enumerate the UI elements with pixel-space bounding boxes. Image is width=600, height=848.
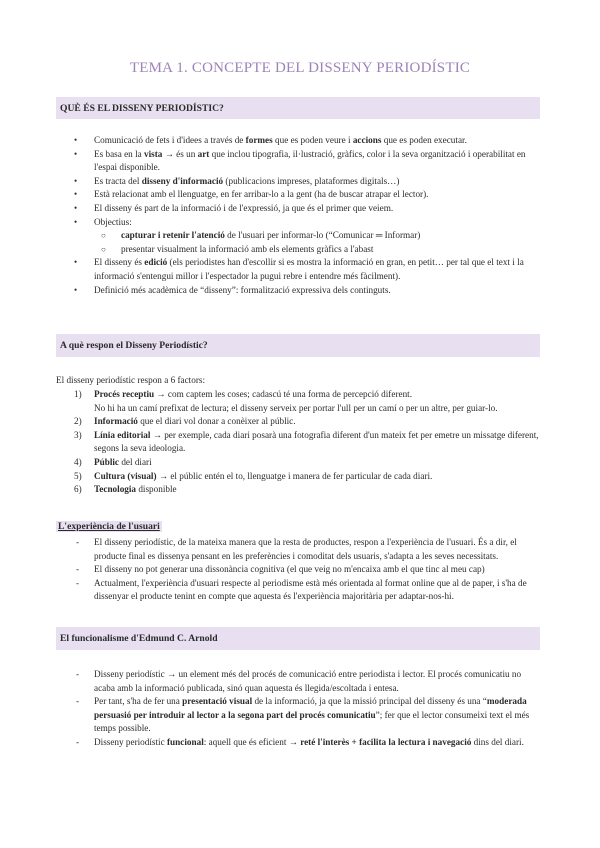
- list-item: • El disseny és edició (els periodistes han d'escollir si es mostra la informació en gran, en petit… per tal que el text i la informació s'entengui millor i l'espectador la pugui rebre i entendre més fàcilment).: [74, 256, 544, 283]
- section-heading-functionalism: El funcionalisme d'Edmund C. Arnold: [56, 627, 540, 650]
- factors-intro: El disseny periodístic respon a 6 factors:: [56, 375, 206, 385]
- what-is-list: [74, 134, 544, 297]
- list-item: 1) Procés receptiu → com captem les coses; cadascú té una forma de percepció diferent.: [74, 389, 413, 399]
- list-item: 6) Tecnologia disponible: [74, 484, 177, 495]
- list-item: - Per tant, s'ha de fer una presentació visual de la informació, ja que la missió principal del disseny és una “moderada persuasió per introduir al lector a la segona part del procés comunicatiu”; fer que el lector consumeixi text el més temps possible.: [74, 695, 542, 736]
- list-item: • Es tracta del disseny d'informació (publicacions impreses, plataformes digitals…): [74, 175, 544, 189]
- list-item: - El disseny no pot generar una dissonància cognitiva (el que veig no m'encaixa amb el que tinc al meu cap): [74, 563, 542, 577]
- list-item: 4) Públic del diari: [74, 456, 152, 467]
- list-item: • El disseny és part de la informació i de l'expressió, ja que és el primer que veiem.: [74, 202, 544, 216]
- list-item: - El disseny periodístic, de la mateixa manera que la resta de productes, respon a l'experiència de l'usuari. És a dir, el producte final es dissenya pensant en les preferències i comoditat dels usuaris, s'adapta a les seves necessitats.: [74, 536, 542, 563]
- user-experience-list: [74, 536, 542, 604]
- list-item: - Disseny periodístic funcional: aquell que és eficient → reté l'interès + facilita la lectura i navegació dins del diari.: [74, 736, 542, 750]
- list-item: 2) Informació que el diari vol donar a conèixer al públic.: [74, 416, 296, 427]
- list-item: • Es basa en la vista → és un art que inclou tipografia, il·lustració, gràfics, color i la seva organització i operabilitat en l'espai disponible.: [74, 148, 544, 175]
- list-item: - Actualment, l'experiència d'usuari respecte al periodisme està més orientada al format online que al de paper, i s'ha de dissenyar el producte tenint en compte que aquesta és l'experiència majoritària per adaptar-nos-hi.: [74, 577, 542, 604]
- functionalism-list: [74, 668, 542, 750]
- list-item: • Definició més acadèmica de “disseny”: formalització expressiva dels continguts.: [74, 284, 544, 298]
- factors-list: [74, 388, 544, 497]
- list-item: • Està relacionat amb el llenguatge, en fer arribar-lo a la gent (ha de buscar atrapar el lector).: [74, 188, 544, 202]
- list-item: • Objectius: ○ capturar i retenir l'atenció de l'usuari per informar-lo (“Comunicar ═ Informar) ○ presentar visualment la informació amb els elements gràfics a l'abast: [74, 216, 544, 257]
- list-item: 3) Línia editorial → per exemple, cada diari posarà una fotografia diferent d'un mateix fet per emetre un missatge diferent, segons la seva ideologia.: [74, 429, 539, 454]
- section-heading-user-experience: L'experiència de l'usuari: [58, 521, 160, 532]
- page-title: TEMA 1. CONCEPTE DEL DISSENY PERIODÍSTIC: [129, 60, 471, 76]
- section-heading-factors: A què respon el Disseny Periodístic?: [56, 334, 540, 357]
- section-heading-what-is: QUÈ ÉS EL DISSENY PERIODÍSTIC?: [56, 97, 540, 119]
- list-item: • Comunicació de fets i d'idees a través de formes que es poden veure i accions que es poden executar.: [74, 134, 544, 148]
- sub-list-item: ○ presentar visualment la informació amb els elements gràfics a l'abast: [94, 243, 544, 257]
- list-item: - Disseny periodístic → un element més del procés de comunicació entre periodista i lector. El procés comunicatiu no acaba amb la informació publicada, sinó quan aquesta és llegida/escoltada i entesa.: [74, 668, 542, 695]
- objectives-list: [94, 229, 544, 256]
- sub-list-item: ○ capturar i retenir l'atenció de l'usuari per informar-lo (“Comunicar ═ Informar): [94, 229, 544, 243]
- list-item: No hi ha un camí prefixat de lectura; el disseny serveix per portar l'ull per un camí o per un altre, per guiar-lo.: [94, 402, 498, 413]
- list-item: 5) Cultura (visual) → el públic entén el to, llenguatge i manera de fer particular de cada diari.: [74, 470, 433, 481]
